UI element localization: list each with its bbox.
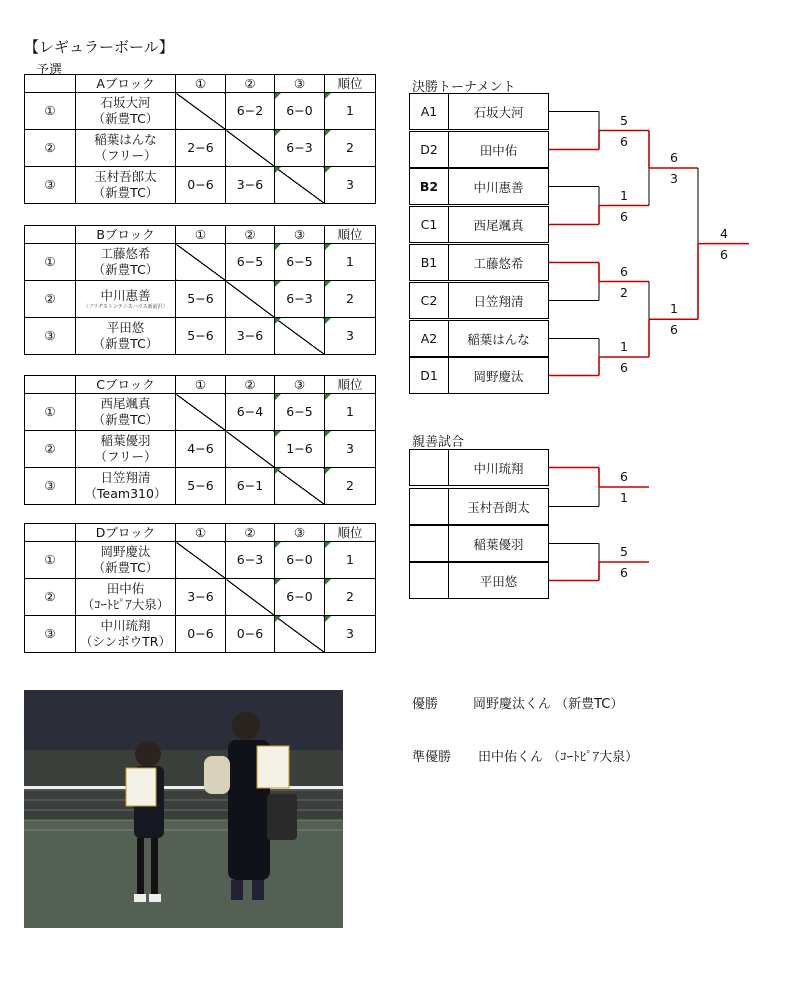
friendly-player-name: 平田悠 (479, 573, 518, 589)
seed-code: D1 (410, 358, 449, 393)
match-score: 3−6 (226, 318, 275, 355)
match-score-label: 2 (620, 284, 628, 300)
seed-code: D2 (410, 132, 449, 167)
player-name: 日笠翔清 (100, 470, 151, 485)
match-score-label: 1 (670, 301, 678, 317)
player-index: ② (25, 281, 76, 318)
bracket-player-name: 岡野慶汰 (473, 368, 524, 384)
player-index: ③ (25, 167, 76, 204)
friendly-heading: 親善試合 (412, 435, 465, 450)
match-score-label: 5 (620, 544, 628, 559)
column-header: 順位 (325, 376, 376, 394)
match-score-label: 5 (620, 112, 628, 128)
column-header: 順位 (325, 524, 376, 542)
column-header: 順位 (325, 226, 376, 244)
column-header: ① (176, 75, 226, 93)
bracket-player-name: 日笠翔清 (473, 293, 524, 309)
bracket-player-name: 稲葉はんな (467, 331, 530, 347)
player-index: ① (25, 93, 76, 130)
match-score: 6−3 (226, 542, 275, 579)
match-score-label: 6 (670, 322, 678, 338)
match-score: 6−0 (275, 579, 325, 616)
match-score-label: 1 (620, 187, 628, 203)
match-score: 3−6 (176, 579, 226, 616)
rank-value: 3 (346, 441, 354, 456)
player-club: （フリー） (94, 148, 157, 163)
player-index: ② (25, 579, 76, 616)
match-score-label: 3 (670, 171, 678, 186)
player-name: 工藤悠希 (100, 246, 151, 261)
seed-code: A1 (410, 94, 449, 129)
block-name: Dブロック (76, 524, 176, 542)
rank-value: 3 (346, 177, 354, 192)
section-subtitle: 予選 (36, 63, 63, 78)
match-score: 3−6 (226, 167, 275, 204)
player-club: （Team310） (84, 486, 167, 501)
rank-value: 3 (346, 328, 354, 343)
player-name: 玉村吾郎太 (94, 169, 157, 184)
rank-value: 3 (346, 626, 354, 641)
rank-value: 2 (346, 291, 354, 306)
rank-value: 2 (346, 589, 354, 604)
match-score: 0−6 (176, 616, 226, 653)
player-name: 中川琉翔 (100, 618, 151, 633)
player-club: （新豊TC） (92, 111, 159, 126)
match-score: 6−2 (226, 93, 275, 130)
match-score-label: 6 (620, 208, 628, 224)
player-club: （ブリヂストンテニスハウス新前沢） (83, 304, 168, 310)
match-score-label: 4 (720, 225, 728, 241)
player-club: （ｺｰﾄﾋﾟｱ大泉） (81, 597, 170, 612)
seed-code: C1 (410, 207, 449, 242)
match-score: 5−6 (176, 281, 226, 318)
player-index: ② (25, 431, 76, 468)
runner-up-label: 準優勝 (412, 750, 452, 765)
column-header: 順位 (325, 75, 376, 93)
match-score-label: 6 (620, 133, 628, 149)
player-index: ① (25, 244, 76, 281)
column-header: ③ (275, 376, 325, 394)
rank-value: 1 (346, 254, 354, 269)
match-score-label: 6 (620, 565, 628, 580)
column-header: ③ (275, 524, 325, 542)
match-score: 6−3 (275, 130, 325, 167)
player-club: （新豊TC） (92, 336, 159, 351)
bracket-player-name: 田中佑 (479, 142, 518, 158)
player-name: 西尾颯真 (100, 396, 151, 411)
match-score-label: 6 (620, 360, 628, 375)
friendly-player-name: 稲葉優羽 (473, 536, 524, 552)
column-header: ① (176, 376, 226, 394)
column-header: ① (176, 226, 226, 244)
player-club: （新豊TC） (92, 560, 159, 575)
player-name: 中川惠善 (100, 288, 151, 303)
column-header: ③ (275, 75, 325, 93)
seed-code: B1 (410, 245, 449, 280)
player-club: （シンポウTR） (79, 634, 171, 649)
column-header: ② (226, 75, 275, 93)
match-score: 6−5 (275, 244, 325, 281)
match-score: 0−6 (176, 167, 226, 204)
rank-value: 2 (346, 140, 354, 155)
player-index: ③ (25, 468, 76, 505)
match-score: 2−6 (176, 130, 226, 167)
bracket-player-name: 石坂大河 (473, 104, 524, 120)
player-name: 平田悠 (106, 320, 145, 335)
player-index: ① (25, 542, 76, 579)
column-header: ② (226, 524, 275, 542)
rank-value: 2 (346, 478, 354, 493)
match-score-label: 6 (620, 469, 628, 484)
player-club: （新豊TC） (92, 412, 159, 427)
match-score: 5−6 (176, 318, 226, 355)
rank-value: 1 (346, 404, 354, 419)
player-index: ③ (25, 616, 76, 653)
player-name: 稲葉はんな (94, 132, 157, 147)
match-score: 0−6 (226, 616, 275, 653)
column-header: ① (176, 524, 226, 542)
player-index: ② (25, 130, 76, 167)
block-name: Aブロック (76, 75, 176, 93)
player-index: ① (25, 394, 76, 431)
match-score: 6−3 (275, 281, 325, 318)
match-score: 6−0 (275, 93, 325, 130)
player-name: 岡野慶汰 (100, 544, 151, 559)
winner-label: 優勝 (412, 697, 439, 712)
column-header: ③ (275, 226, 325, 244)
column-header: ② (226, 226, 275, 244)
match-score-label: 1 (620, 490, 628, 505)
player-index: ③ (25, 318, 76, 355)
friendly-player-name: 玉村吾朗太 (467, 499, 530, 515)
match-score: 6−5 (275, 394, 325, 431)
seed-code: B2 (410, 169, 449, 204)
friendly-player-name: 中川琉翔 (473, 460, 524, 476)
match-score: 6−0 (275, 542, 325, 579)
bracket-player-name: 工藤悠希 (473, 255, 524, 271)
seed-code: A2 (410, 321, 449, 356)
player-name: 稲葉優羽 (100, 433, 151, 448)
match-score: 5−6 (176, 468, 226, 505)
seed-code: C2 (410, 283, 449, 318)
block-name: Cブロック (76, 376, 176, 394)
bracket-heading: 決勝トーナメント (412, 80, 516, 95)
match-score-label: 6 (620, 263, 628, 279)
rank-value: 1 (346, 552, 354, 567)
player-name: 石坂大河 (100, 95, 151, 110)
award-photo (24, 690, 343, 928)
player-club: （新豊TC） (92, 262, 159, 277)
player-club: （フリー） (94, 449, 157, 464)
winner-text: 岡野慶汰くん （新豊TC） (473, 697, 624, 712)
bracket-player-name: 中川惠善 (473, 179, 524, 195)
match-score: 6−4 (226, 394, 275, 431)
rank-value: 1 (346, 103, 354, 118)
bracket-player-name: 西尾颯真 (473, 217, 524, 233)
player-club: （新豊TC） (92, 185, 159, 200)
page-title: 【レギュラーボール】 (24, 38, 174, 56)
match-score: 4−6 (176, 431, 226, 468)
match-score: 6−1 (226, 468, 275, 505)
match-score: 6−5 (226, 244, 275, 281)
match-score: 1−6 (275, 431, 325, 468)
match-score-label: 6 (720, 246, 728, 262)
block-name: Bブロック (76, 226, 176, 244)
column-header: ② (226, 376, 275, 394)
match-score-label: 1 (620, 339, 628, 354)
player-name: 田中佑 (106, 581, 145, 596)
match-score-label: 6 (670, 150, 678, 165)
runner-up-text: 田中佑くん （ｺｰﾄﾋﾟｱ大泉） (478, 750, 639, 765)
